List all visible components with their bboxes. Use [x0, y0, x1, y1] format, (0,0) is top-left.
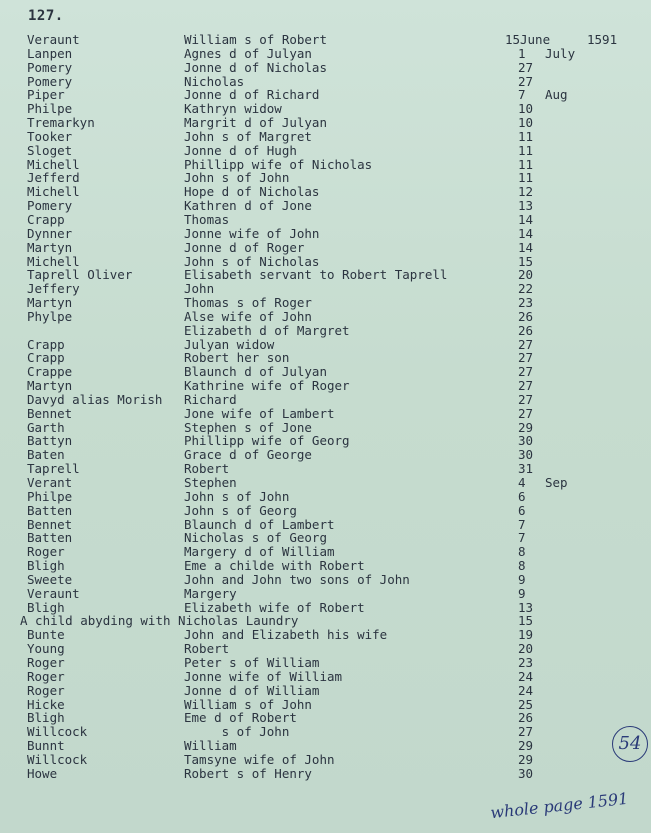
entry-day: 23 [518, 654, 534, 670]
entry-given-name: John s of John [184, 488, 290, 504]
entry-given-name: Thomas [184, 211, 230, 227]
entry-row [0, 448, 651, 462]
entry-day: 26 [518, 308, 534, 324]
entry-surname: Jefferd [27, 170, 80, 186]
entry-given-name: Richard [184, 391, 237, 407]
entry-given-name: Peter s of William [184, 654, 320, 670]
entry-row [0, 684, 651, 698]
entry-given-name: Blaunch d of Julyan [184, 364, 327, 380]
entry-given-name: Margrit d of Julyan [184, 115, 327, 131]
entry-given-name: Stephen s of Jone [184, 419, 312, 435]
entry-day: 7 [518, 87, 526, 103]
entry-day: 15 [518, 253, 534, 269]
entry-surname: Roger [27, 544, 65, 560]
entry-surname: Sweete [27, 571, 73, 587]
entry-given-name: Jone wife of Lambert [184, 405, 335, 421]
entry-surname: Michell [27, 253, 80, 269]
entry-month: June [520, 32, 551, 47]
entry-surname: Philpe [27, 488, 73, 504]
entry-surname: Roger [27, 668, 65, 684]
entry-day: 24 [518, 668, 534, 684]
entry-surname: Batten [27, 530, 73, 546]
entry-row [0, 158, 651, 172]
entry-surname: Bligh [27, 558, 65, 574]
entry-given-name: Elizabeth wife of Robert [184, 599, 365, 615]
entry-surname: Baten [27, 447, 65, 463]
entry-given-name: Jonne d of Nicholas [184, 59, 327, 75]
entry-row [0, 753, 651, 767]
entry-surname: Roger [27, 682, 65, 698]
entry-day: 29 [518, 751, 534, 767]
entry-surname: Philpe [27, 101, 73, 117]
entry-given-name: Alse wife of John [184, 308, 312, 324]
entry-day: 19 [518, 627, 534, 643]
entry-given-name: Jonne wife of William [184, 668, 343, 684]
entry-day: 11 [518, 170, 534, 186]
entry-surname: Bennet [27, 516, 73, 532]
entry-row [0, 587, 651, 601]
entry-given-name: Phillipp wife of Nicholas [184, 156, 373, 172]
entry-row [0, 434, 651, 448]
entry-day: 6 [518, 488, 526, 504]
entry-row [0, 393, 651, 407]
entry-row [0, 255, 651, 269]
entry-given-name: John s of John [184, 170, 290, 186]
entry-day: 13 [518, 599, 534, 615]
entry-day: 20 [518, 267, 534, 283]
entry-surname: Taprell Oliver [27, 267, 133, 283]
entry-given-name: Jonne d of Hugh [184, 142, 297, 158]
entry-given-name: Kathren d of Jone [184, 198, 312, 214]
entry-day: 22 [518, 281, 534, 297]
entry-row [0, 227, 651, 241]
entry-row [0, 61, 651, 75]
entry-row [0, 767, 651, 781]
entry-given-name: John [184, 281, 215, 297]
entry-surname: Bligh [27, 710, 65, 726]
entry-day: 30 [518, 765, 534, 781]
entry-row [0, 642, 651, 656]
entry-day: 13 [518, 198, 534, 214]
entry-surname: Lanpen [27, 45, 73, 61]
entry-given-name: John and Elizabeth his wife [184, 627, 388, 643]
entry-row [0, 531, 651, 545]
entry-surname: Young [27, 641, 65, 657]
entry-month: July [545, 45, 576, 61]
page-number: 127. [28, 8, 64, 24]
entry-day: 30 [518, 433, 534, 449]
entry-given-name: Grace d of George [184, 447, 312, 463]
entry-surname: Verant [27, 475, 73, 490]
entry-given-name: Phillipp wife of Georg [184, 433, 350, 449]
entry-surname: Jeffery [27, 281, 80, 297]
entry-row [0, 282, 651, 296]
entry-surname: Piper [27, 87, 65, 103]
entry-given-name: Nicholas s of Georg [184, 530, 327, 546]
entry-given-name: Tamsyne wife of John [184, 751, 335, 767]
entry-surname: Phylpe [27, 308, 73, 324]
entry-surname: Bligh [27, 599, 65, 615]
entry-day: 29 [518, 738, 534, 754]
entry-day: 9 [518, 571, 526, 587]
entry-row [0, 379, 651, 393]
entry-given-name: Kathrine wife of Roger [184, 378, 350, 394]
entry-row [0, 476, 651, 490]
entry-day: 26 [518, 710, 534, 726]
entry-day: 27 [518, 391, 534, 407]
entry-day: 23 [518, 295, 534, 311]
entry-surname: Veraunt [27, 585, 80, 601]
entry-given-name: Hope d of Nicholas [184, 184, 320, 200]
entry-row [0, 601, 651, 615]
entry-surname: Tooker [27, 128, 73, 144]
entry-month: Sep [545, 475, 568, 490]
entry-row [0, 573, 651, 587]
entry-day: 9 [518, 585, 526, 601]
entry-row [0, 47, 651, 61]
entry-day: 7 [518, 530, 526, 546]
entry-given-name: Robert s of Henry [184, 765, 312, 781]
entry-row [0, 324, 651, 338]
entry-row [0, 614, 651, 628]
entry-day: 27 [518, 378, 534, 394]
entry-row [0, 725, 651, 739]
entry-row [0, 739, 651, 753]
entry-row [0, 88, 651, 102]
entry-year: 1591 [587, 32, 618, 47]
entry-surname: A child abyding with Nicholas Laundry [20, 613, 299, 629]
entry-surname: Crapp [27, 336, 65, 352]
entry-surname: Martyn [27, 295, 73, 311]
entry-day: 31 [518, 461, 534, 477]
entry-day: 27 [518, 336, 534, 352]
entry-row [0, 670, 651, 684]
entry-given-name: Elisabeth servant to Robert Taprell [184, 267, 448, 283]
entry-given-name: John s of Margret [184, 128, 312, 144]
entry-day: 20 [518, 641, 534, 657]
entry-day: 27 [518, 364, 534, 380]
entry-given-name: Agnes d of Julyan [184, 45, 312, 61]
entry-surname: Tremarkyn [27, 115, 95, 131]
entry-month: Aug [545, 87, 568, 103]
entry-day: 4 [518, 475, 526, 490]
entry-day: 6 [518, 502, 526, 518]
entry-surname: Pomery [27, 73, 73, 89]
entry-day: 27 [518, 405, 534, 421]
entry-given-name: John and John two sons of John [184, 571, 410, 587]
entry-day: 14 [518, 239, 534, 255]
entry-surname: Veraunt [27, 32, 80, 47]
entry-given-name: Robert her son [184, 350, 290, 366]
entry-given-name: s of John [184, 724, 290, 740]
entry-day: 8 [518, 558, 526, 574]
entry-row [0, 116, 651, 130]
entry-surname: Crapp [27, 211, 65, 227]
entry-day: 1 [518, 45, 526, 61]
entry-row [0, 75, 651, 89]
entry-row [0, 365, 651, 379]
entry-row [0, 199, 651, 213]
entry-surname: Howe [27, 765, 58, 781]
entry-surname: Martyn [27, 239, 73, 255]
entry-given-name: Thomas s of Roger [184, 295, 312, 311]
entry-surname: Roger [27, 654, 65, 670]
entry-surname: Pomery [27, 198, 73, 214]
entry-surname: Davyd alias Morish [27, 391, 163, 407]
entry-day: 8 [518, 544, 526, 560]
burial-entries [0, 33, 651, 781]
entry-day: 11 [518, 142, 534, 158]
entry-row [0, 490, 651, 504]
entry-day: 10 [518, 101, 534, 117]
entry-given-name: Margery d of William [184, 544, 335, 560]
entry-row [0, 711, 651, 725]
entry-row [0, 338, 651, 352]
entry-given-name: Kathryn widow [184, 101, 282, 117]
entry-surname: Willcock [27, 724, 88, 740]
entry-surname: Bennet [27, 405, 73, 421]
entry-surname: Sloget [27, 142, 73, 158]
entry-row [0, 407, 651, 421]
entry-surname: Michell [27, 156, 80, 172]
entry-day: 27 [518, 350, 534, 366]
entry-surname: Pomery [27, 59, 73, 75]
entry-day: 27 [518, 59, 534, 75]
entry-day: 30 [518, 447, 534, 463]
entry-row [0, 518, 651, 532]
entry-day: 24 [518, 682, 534, 698]
entry-day: 26 [518, 322, 534, 338]
entry-row [0, 559, 651, 573]
entry-row [0, 545, 651, 559]
entry-day: 7 [518, 516, 526, 532]
entry-given-name: Stephen [184, 475, 237, 490]
entry-given-name: Jonne d of William [184, 682, 320, 698]
entry-day: 15 [505, 32, 521, 47]
entry-row [0, 351, 651, 365]
entry-surname: Dynner [27, 225, 73, 241]
entry-surname: Garth [27, 419, 65, 435]
entry-surname: Battyn [27, 433, 73, 449]
entry-given-name: Margery [184, 585, 237, 601]
entry-given-name: Blaunch d of Lambert [184, 516, 335, 532]
entry-given-name: William s of Robert [184, 32, 327, 47]
entry-row [0, 130, 651, 144]
entry-given-name: Robert [184, 461, 230, 477]
entry-row [0, 656, 651, 670]
entry-given-name: Nicholas [184, 73, 245, 89]
entry-surname: Batten [27, 502, 73, 518]
entry-given-name: Elizabeth d of Margret [184, 322, 350, 338]
entry-given-name: William [184, 738, 237, 754]
entry-row [0, 33, 651, 47]
circled-folio-number: 54 [612, 726, 648, 762]
entry-day: 14 [518, 225, 534, 241]
entry-given-name: Jonne d of Richard [184, 87, 320, 103]
entry-day: 11 [518, 128, 534, 144]
entry-row [0, 462, 651, 476]
entry-row [0, 268, 651, 282]
entry-row [0, 213, 651, 227]
entry-row [0, 504, 651, 518]
handwritten-note: whole page 1591 [489, 788, 630, 823]
entry-given-name: Robert [184, 641, 230, 657]
entry-surname: Willcock [27, 751, 88, 767]
entry-day: 10 [518, 115, 534, 131]
entry-day: 27 [518, 73, 534, 89]
entry-row [0, 102, 651, 116]
entry-given-name: John s of Georg [184, 502, 297, 518]
entry-row [0, 421, 651, 435]
entry-surname: Michell [27, 184, 80, 200]
entry-day: 14 [518, 211, 534, 227]
entry-given-name: Julyan widow [184, 336, 275, 352]
entry-given-name: Jonne d of Roger [184, 239, 305, 255]
entry-day: 11 [518, 156, 534, 172]
entry-given-name: Eme d of Robert [184, 710, 297, 726]
entry-day: 29 [518, 419, 534, 435]
entry-surname: Crapp [27, 350, 65, 366]
entry-row [0, 241, 651, 255]
entry-surname: Martyn [27, 378, 73, 394]
entry-row [0, 144, 651, 158]
entry-surname: Crappe [27, 364, 73, 380]
entry-row [0, 296, 651, 310]
entry-given-name: John s of Nicholas [184, 253, 320, 269]
entry-day: 12 [518, 184, 534, 200]
entry-surname: Bunte [27, 627, 65, 643]
entry-row [0, 698, 651, 712]
entry-row [0, 628, 651, 642]
entry-surname: Taprell [27, 461, 80, 477]
entry-day: 15 [518, 613, 534, 629]
entry-given-name: William s of John [184, 696, 312, 712]
entry-given-name: Eme a childe with Robert [184, 558, 365, 574]
entry-day: 25 [518, 696, 534, 712]
entry-row [0, 310, 651, 324]
entry-row [0, 185, 651, 199]
entry-surname: Bunnt [27, 738, 65, 754]
entry-given-name: Jonne wife of John [184, 225, 320, 241]
entry-row [0, 171, 651, 185]
entry-surname: Hicke [27, 696, 65, 712]
entry-day: 27 [518, 724, 534, 740]
